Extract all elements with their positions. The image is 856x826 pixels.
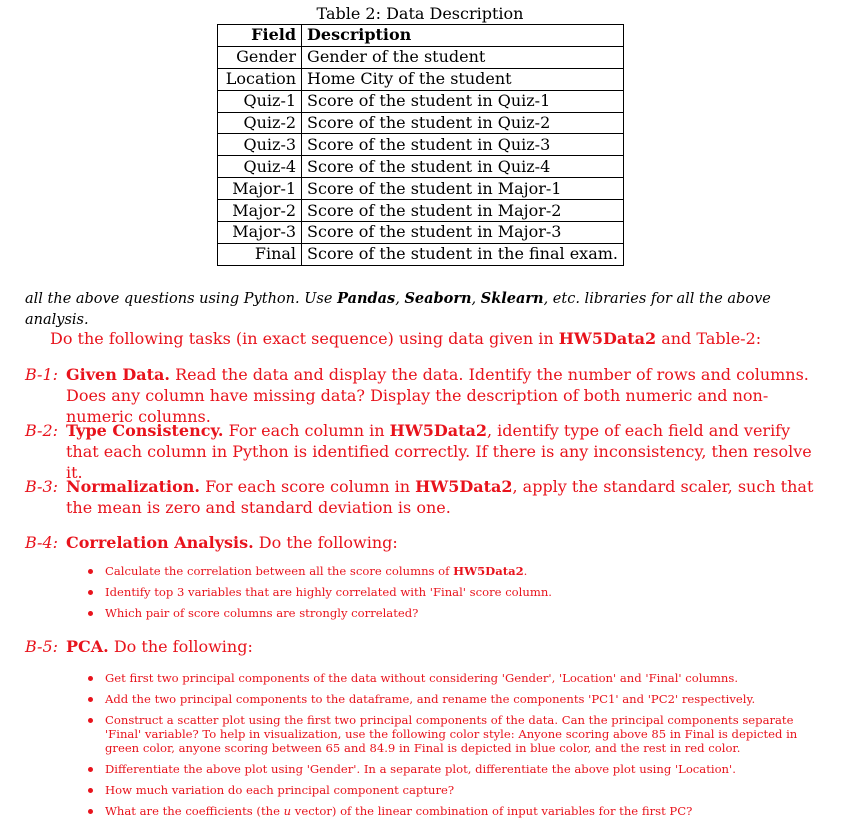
task-b4-list bbox=[86, 564, 821, 627]
table-row bbox=[218, 68, 624, 90]
task-b5 bbox=[25, 636, 820, 657]
lead-text-post: and Table-2: bbox=[656, 329, 762, 348]
task-title: PCA. bbox=[66, 637, 109, 656]
lead-text-pre: Do the following tasks (in exact sequence) using data given in bbox=[50, 329, 559, 348]
data-description-table bbox=[217, 24, 624, 266]
task-b4 bbox=[25, 532, 820, 553]
bullet-icon bbox=[88, 718, 93, 723]
task-text: Do the following: bbox=[108, 637, 253, 656]
table-row bbox=[218, 112, 624, 134]
dataset-name: HW5Data2 bbox=[558, 329, 657, 348]
task-b5-list bbox=[86, 671, 821, 825]
list-item: What are the coefficients (the u vector) of the linear combination of input variables for the first PC? bbox=[86, 804, 821, 818]
table-row bbox=[218, 243, 624, 265]
task-code: B-3: bbox=[25, 477, 59, 496]
table-row bbox=[218, 134, 624, 156]
bullet-icon bbox=[88, 590, 93, 595]
lead-paragraph bbox=[50, 328, 830, 349]
list-item: Differentiate the above plot using 'Gender'. In a separate plot, differentiate the above plot using 'Location'. bbox=[86, 762, 821, 776]
field-cell: Gender bbox=[218, 46, 302, 68]
intro-text-post: , etc. libraries for all the above analysis. bbox=[25, 291, 771, 328]
task-title: Correlation Analysis. bbox=[66, 533, 254, 552]
bullet-icon bbox=[88, 611, 93, 616]
intro-sep: , bbox=[471, 291, 481, 307]
list-item: Which pair of score columns are strongly correlated? bbox=[86, 606, 821, 620]
description-cell: Score of the student in Quiz-1 bbox=[302, 90, 624, 112]
bullet-icon bbox=[88, 788, 93, 793]
task-code: B-4: bbox=[25, 533, 59, 552]
field-cell: Quiz-3 bbox=[218, 134, 302, 156]
task-text-post: , apply the standard scaler, such that the mean is zero and standard deviation is one. bbox=[66, 477, 814, 517]
task-text-pre: For each column in bbox=[223, 421, 390, 440]
task-title: Normalization. bbox=[66, 477, 200, 496]
task-title: Type Consistency. bbox=[66, 421, 224, 440]
list-item: How much variation do each principal component capture? bbox=[86, 783, 821, 797]
dataset-name: HW5Data2 bbox=[453, 564, 524, 578]
header-description: Description bbox=[302, 25, 624, 47]
field-cell: Final bbox=[218, 243, 302, 265]
table-row bbox=[218, 46, 624, 68]
bullet-icon bbox=[88, 809, 93, 814]
task-text-post: , identify type of each field and verify that each column in Python is identified correctly. If there is any inconsistency, then resolve it. bbox=[66, 421, 812, 482]
field-cell: Quiz-1 bbox=[218, 90, 302, 112]
task-code: B-2: bbox=[25, 421, 59, 440]
list-item: Identify top 3 variables that are highly correlated with 'Final' score column. bbox=[86, 585, 821, 599]
description-cell: Score of the student in Major-3 bbox=[302, 222, 624, 244]
dataset-name: HW5Data2 bbox=[389, 421, 487, 440]
description-cell: Score of the student in the final exam. bbox=[302, 243, 624, 265]
intro-paragraph bbox=[25, 288, 820, 331]
list-item: Add the two principal components to the dataframe, and rename the components 'PC1' and 'PC2' respectively. bbox=[86, 692, 821, 706]
field-cell: Major-3 bbox=[218, 222, 302, 244]
list-item: Get first two principal components of the data without considering 'Gender', 'Location' and 'Final' columns. bbox=[86, 671, 821, 685]
field-cell: Quiz-4 bbox=[218, 156, 302, 178]
description-cell: Home City of the student bbox=[302, 68, 624, 90]
intro-text-pre: all the above questions using Python. Use bbox=[25, 291, 338, 307]
description-cell: Gender of the student bbox=[302, 46, 624, 68]
description-cell: Score of the student in Quiz-3 bbox=[302, 134, 624, 156]
description-cell: Score of the student in Major-1 bbox=[302, 178, 624, 200]
table-row bbox=[218, 90, 624, 112]
table-row bbox=[218, 222, 624, 244]
task-b3 bbox=[25, 476, 820, 518]
table-row bbox=[218, 178, 624, 200]
task-text: Read the data and display the data. Identify the number of rows and columns. Does any column have missing data? Display the description of both numeric and non-numeric columns. bbox=[66, 365, 809, 426]
task-title: Given Data. bbox=[66, 365, 170, 384]
description-cell: Score of the student in Quiz-2 bbox=[302, 112, 624, 134]
intro-sep: , bbox=[395, 291, 405, 307]
bullet-icon bbox=[88, 697, 93, 702]
table-row bbox=[218, 200, 624, 222]
dataset-name: HW5Data2 bbox=[415, 477, 513, 496]
table-row bbox=[218, 156, 624, 178]
list-item: Calculate the correlation between all the score columns of HW5Data2. bbox=[86, 564, 821, 578]
library-pandas: Pandas bbox=[337, 290, 396, 307]
task-code: B-1: bbox=[25, 365, 59, 384]
bullet-icon bbox=[88, 676, 93, 681]
library-seaborn: Seaborn bbox=[404, 290, 472, 307]
task-b2 bbox=[25, 420, 820, 483]
description-cell: Score of the student in Quiz-4 bbox=[302, 156, 624, 178]
task-code: B-5: bbox=[25, 637, 59, 656]
list-item: Construct a scatter plot using the first two principal components of the data. Can the principal components separate 'Final' variable? To help in visualization, use the following color style: Anyone scoring above 85 in Final is depicted in green color, anyone scoring between 65 and 84.9 in Final is depicted in blue color, and the rest in red color. bbox=[86, 713, 821, 755]
header-field: Field bbox=[218, 25, 302, 47]
field-cell: Quiz-2 bbox=[218, 112, 302, 134]
bullet-icon bbox=[88, 767, 93, 772]
task-b1 bbox=[25, 364, 820, 427]
bullet-icon bbox=[88, 569, 93, 574]
u-vector-symbol: u bbox=[283, 804, 292, 818]
task-text: Do the following: bbox=[253, 533, 398, 552]
table-header-row bbox=[218, 25, 624, 47]
library-sklearn: Sklearn bbox=[480, 290, 544, 307]
field-cell: Location bbox=[218, 68, 302, 90]
field-cell: Major-1 bbox=[218, 178, 302, 200]
task-text-pre: For each score column in bbox=[199, 477, 416, 496]
description-cell: Score of the student in Major-2 bbox=[302, 200, 624, 222]
field-cell: Major-2 bbox=[218, 200, 302, 222]
table-caption: Table 2: Data Description bbox=[316, 4, 524, 23]
